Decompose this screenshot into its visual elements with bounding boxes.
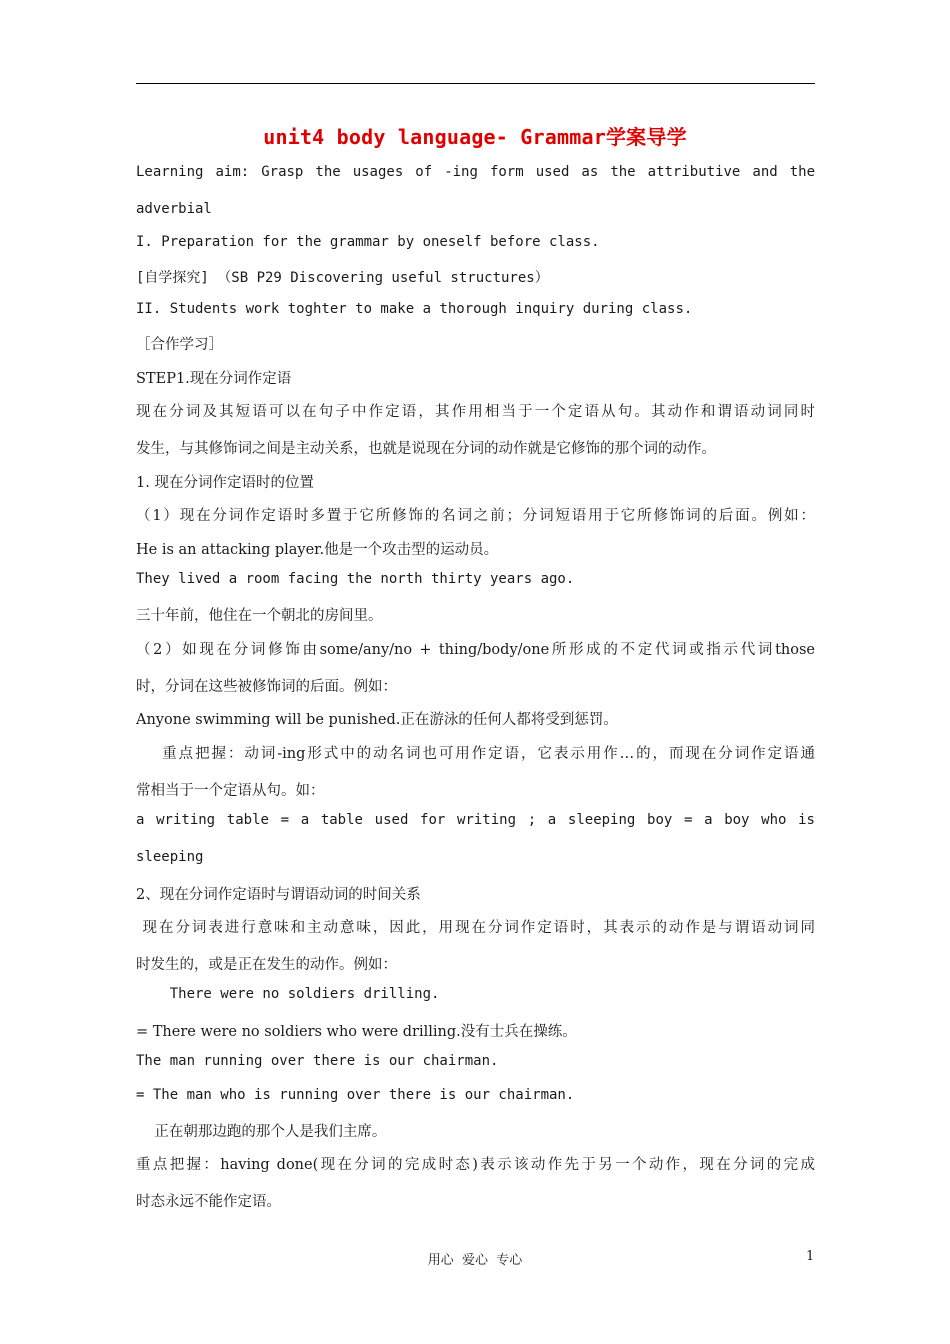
text-line: 时发生的，或是正在发生的动作。例如： xyxy=(136,957,397,973)
text-line: 三十年前，他住在一个朝北的房间里。 xyxy=(136,608,383,624)
text-line: [自学探究] （SB P29 Discovering useful structures） xyxy=(136,270,549,286)
text-line: He is an attacking player.他是一个攻击型的运动员。 xyxy=(136,542,499,558)
text-line: a writing table = a table used for writing ; a sleeping boy = a boy who is xyxy=(136,812,815,828)
page-footer: 用心 爱心 专心 xyxy=(427,1253,523,1268)
text-line: 时态永远不能作定语。 xyxy=(136,1194,281,1210)
text-line: 时，分词在这些被修饰词的后面。例如： xyxy=(136,679,397,695)
document-title: unit4 body language- Grammar学案导学 xyxy=(263,125,687,149)
text-line: They lived a room facing the north thirty years ago. xyxy=(136,571,575,587)
header-rule xyxy=(136,83,815,84)
text-line: The man running over there is our chairman. xyxy=(136,1053,499,1069)
section-heading: STEP1.现在分词作定语 xyxy=(136,371,292,387)
text-line: = The man who is running over there is our chairman. xyxy=(136,1087,575,1103)
text-line: （1）现在分词作定语时多置于它所修饰的名词之前；分词短语用于它所修饰词的后面。例如： xyxy=(136,508,815,524)
page-number: 1 xyxy=(806,1249,815,1264)
text-line: There were no soldiers drilling. xyxy=(136,986,440,1002)
text-line: 发生，与其修饰词之间是主动关系，也就是说现在分词的动作就是它修饰的那个词的动作。 xyxy=(136,441,716,457)
text-line: 重点把握：having done(现在分词的完成时态)表示该动作先于另一个动作，现在分词的完成 xyxy=(136,1157,815,1173)
text-line: adverbial xyxy=(136,201,212,217)
text-line: Learning aim: Grasp the usages of -ing form used as the attributive and the xyxy=(136,164,815,180)
section-heading: 2、现在分词作定语时与谓语动词的时间关系 xyxy=(136,887,421,903)
text-line: （2）如现在分词修饰由some/any/no + thing/body/one所形成的不定代词或指示代词those xyxy=(136,642,815,658)
text-line: I. Preparation for the grammar by oneself before class. xyxy=(136,234,600,250)
text-line: 重点把握：动词-ing形式中的动名词也可用作定语，它表示用作…的，而现在分词作定语通 xyxy=(136,746,815,762)
text-line: 常相当于一个定语从句。如： xyxy=(136,783,325,799)
text-line: 现在分词表进行意味和主动意味，因此，用现在分词作定语时，其表示的动作是与谓语动词同 xyxy=(136,920,815,936)
text-line: ［合作学习］ xyxy=(136,337,223,353)
text-line: 1. 现在分词作定语时的位置 xyxy=(136,475,314,491)
text-line: sleeping xyxy=(136,849,204,865)
text-line: Anyone swimming will be punished.正在游泳的任何人都将受到惩罚。 xyxy=(136,712,618,728)
text-line: 现在分词及其短语可以在句子中作定语，其作用相当于一个定语从句。其动作和谓语动词同时 xyxy=(136,404,815,420)
text-line: II. Students work toghter to make a thorough inquiry during class. xyxy=(136,301,693,317)
text-line: = There were no soldiers who were drilling.没有士兵在操练。 xyxy=(136,1024,577,1040)
text-line: 正在朝那边跑的那个人是我们主席。 xyxy=(136,1124,387,1140)
